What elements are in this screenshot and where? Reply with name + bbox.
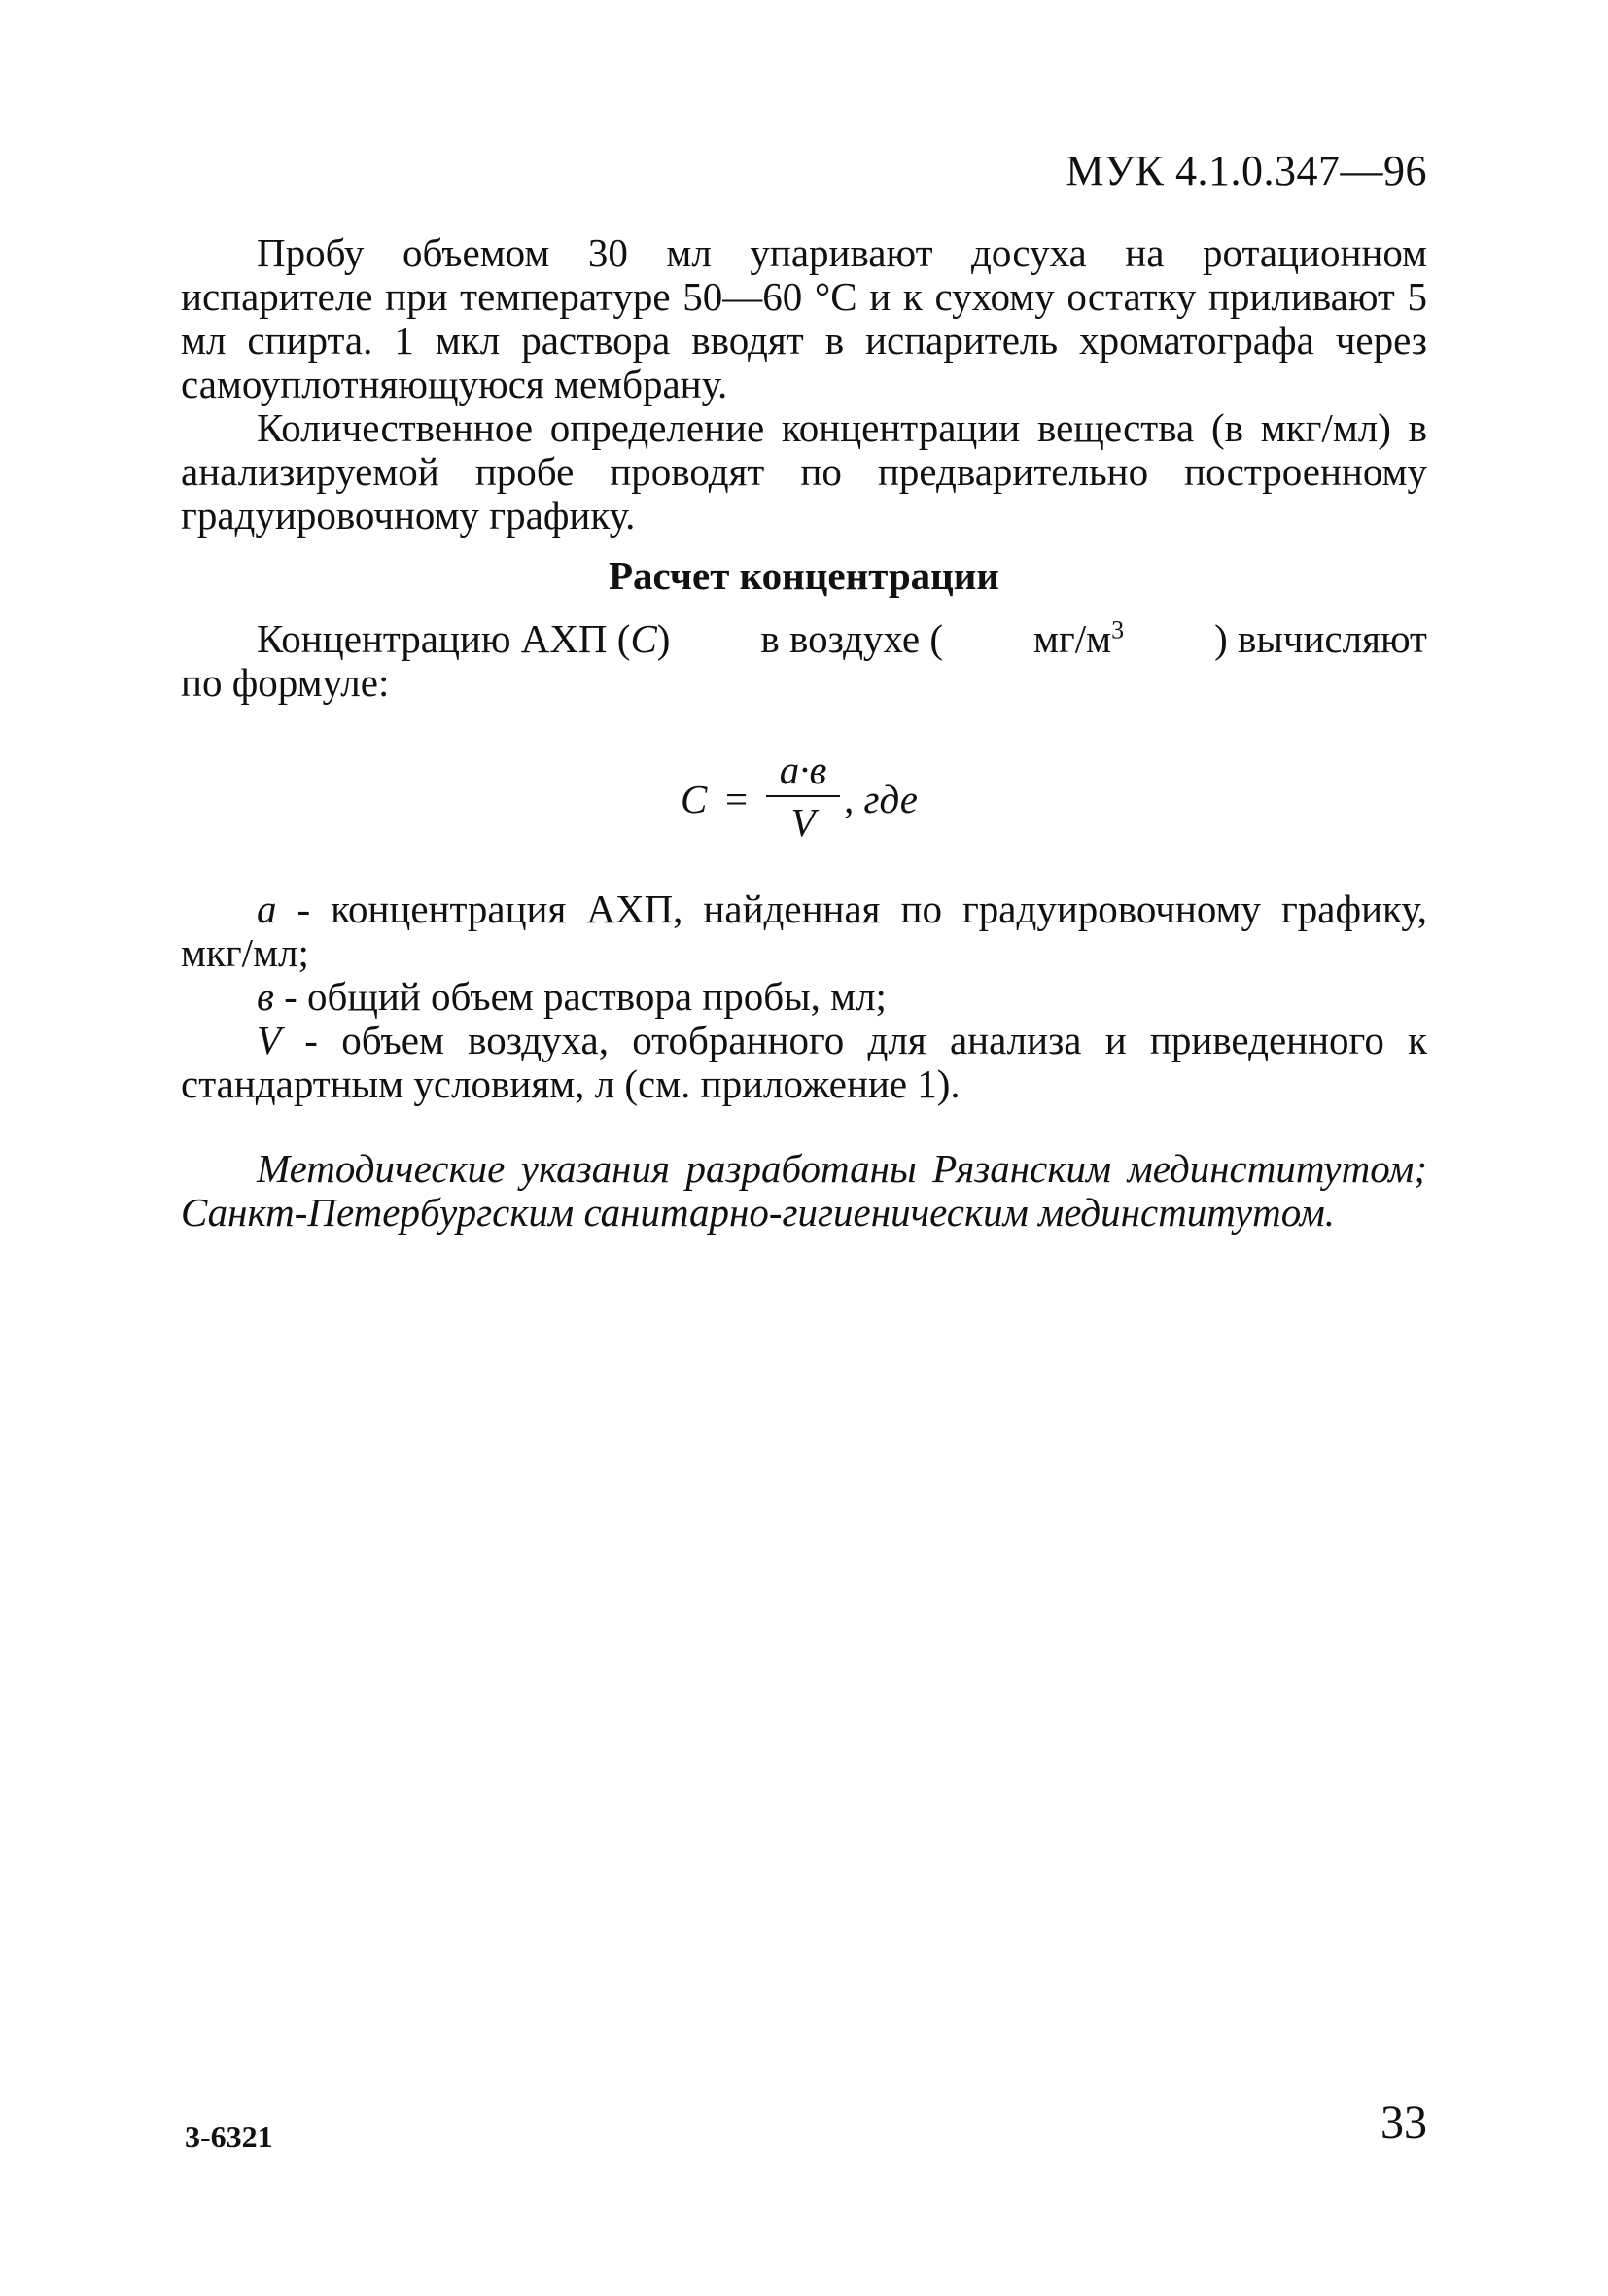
- definition-a: а - концентрация АХП, найденная по градуировочному графику, мкг/мл;: [181, 887, 1427, 975]
- section-heading: Расчет концентрации: [608, 553, 1000, 598]
- formula-lhs: С: [681, 777, 708, 821]
- formula-numerator: а·в: [779, 748, 827, 792]
- intro-part-2: в воздухе (: [760, 616, 944, 661]
- page-number: 33: [1381, 2097, 1427, 2148]
- definition-v-solution: в - общий объем раствора пробы, мл;: [257, 974, 887, 1019]
- formula-equals: =: [725, 777, 749, 821]
- paragraph-text: Пробу объемом 30 мл упаривают досуха на ротационном испарителе при температуре 50—60 °С и к сухому остатку приливают 5 мл спирта. 1 мкл раствора вводят в испаритель хроматографа через самоуплотняющуюся мембрану.: [181, 230, 1427, 406]
- formula-where: , где: [844, 777, 918, 821]
- intro-unit: $мг/м^3$: [1032, 615, 1125, 661]
- intro-part-1: Концентрацию АХП (С): [257, 616, 671, 661]
- formula-fraction: [766, 748, 840, 844]
- variable-definitions: [181, 887, 1427, 1106]
- paragraph-sample-preparation: [181, 231, 1427, 406]
- formula-denominator: V: [790, 800, 816, 845]
- fraction-bar: [766, 795, 840, 797]
- intro-part-3: ) вычисляют: [1214, 616, 1427, 661]
- document-code-header: МУК 4.1.0.347—96: [1066, 147, 1427, 194]
- paragraph-formula-intro: [181, 617, 1427, 705]
- formula-intro-line: [181, 617, 1427, 661]
- concentration-formula: [681, 748, 1031, 855]
- definition-air-volume: V - объем воздуха, отобранного для анализа и приведенного к стандартным условиям, л (см. приложение 1).: [181, 1018, 1427, 1106]
- authors-credits: [181, 1147, 1427, 1235]
- credits-text: Методические указания разработаны Рязанским мединститутом; Санкт-Петербургским санитарно-гигиеническим мединститутом.: [181, 1146, 1427, 1235]
- paragraph-quantitative-determination: [181, 406, 1427, 538]
- paragraph-text: Количественное определение концентрации вещества (в мкг/мл) в анализируемой пробе проводят по предварительно построенному градуировочному графику.: [181, 405, 1427, 538]
- formula-intro-line-2: по формуле:: [181, 660, 390, 705]
- print-order-code: 3-6321: [185, 2119, 273, 2154]
